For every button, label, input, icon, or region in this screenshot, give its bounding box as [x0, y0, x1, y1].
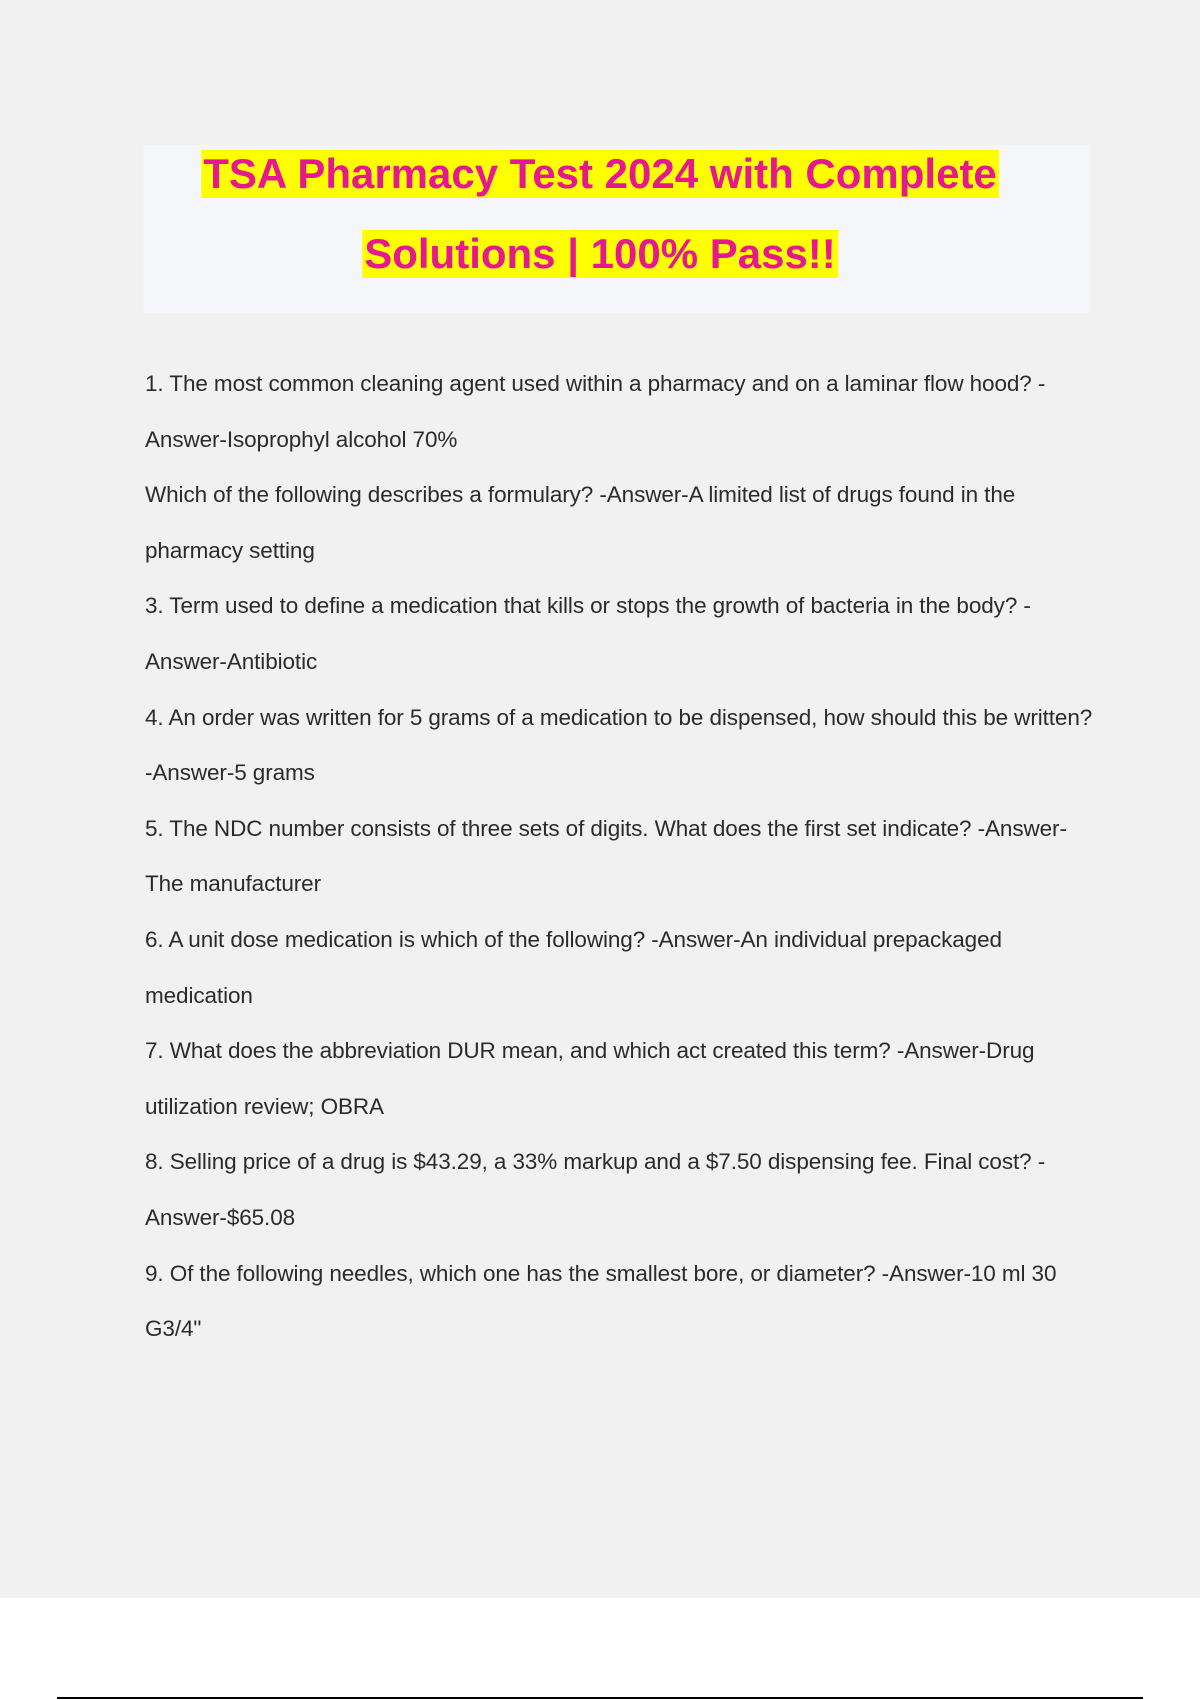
question-item: [145, 1246, 1095, 1357]
question-text: Which of the following describes a formulary? -Answer-A limited list of drugs found in the pharmacy setting: [145, 482, 1016, 563]
question-item: [145, 1134, 1095, 1245]
question-text: 6. A unit dose medication is which of the following? -Answer-An individual prepackaged medication: [145, 926, 1002, 1008]
question-text: 3. Term used to define a medication that kills or stops the growth of bacteria in the body? -Answer-Antibiotic: [145, 593, 1031, 674]
question-item: [145, 801, 1095, 912]
question-item: [145, 1023, 1095, 1134]
document-title-line-2: Solutions | 100% Pass!!: [364, 230, 836, 277]
footer-divider: [57, 1697, 1143, 1699]
question-text: 7. What does the abbreviation DUR mean, and which act created this term? -Answer-Drug utilization review; OBRA: [145, 1038, 1035, 1119]
question-text: 5. The NDC number consists of three sets of digits. What does the first set indicate? -Answer-The manufacturer: [145, 815, 1067, 897]
question-text: 9. Of the following needles, which one has the smallest bore, or diameter? -Answer-10 ml 30 G3/4": [145, 1260, 1057, 1342]
document-title-line-1: TSA Pharmacy Test 2024 with Complete: [203, 150, 997, 197]
question-item: [145, 912, 1095, 1023]
question-item: [145, 690, 1095, 801]
question-text: 1. The most common cleaning agent used within a pharmacy and on a laminar flow hood? -Answer-Isoprophyl alcohol 70%: [145, 371, 1046, 452]
question-item: [145, 578, 1095, 689]
question-item: [145, 467, 1095, 578]
question-item: [145, 356, 1095, 467]
question-text: 4. An order was written for 5 grams of a medication to be dispensed, how should this be written? -Answer-5 grams: [145, 704, 1093, 786]
question-text: 8. Selling price of a drug is $43.29, a 33% markup and a $7.50 dispensing fee. Final cost? -Answer-$65.08: [145, 1149, 1046, 1230]
question-answer-list: [145, 356, 1095, 1357]
